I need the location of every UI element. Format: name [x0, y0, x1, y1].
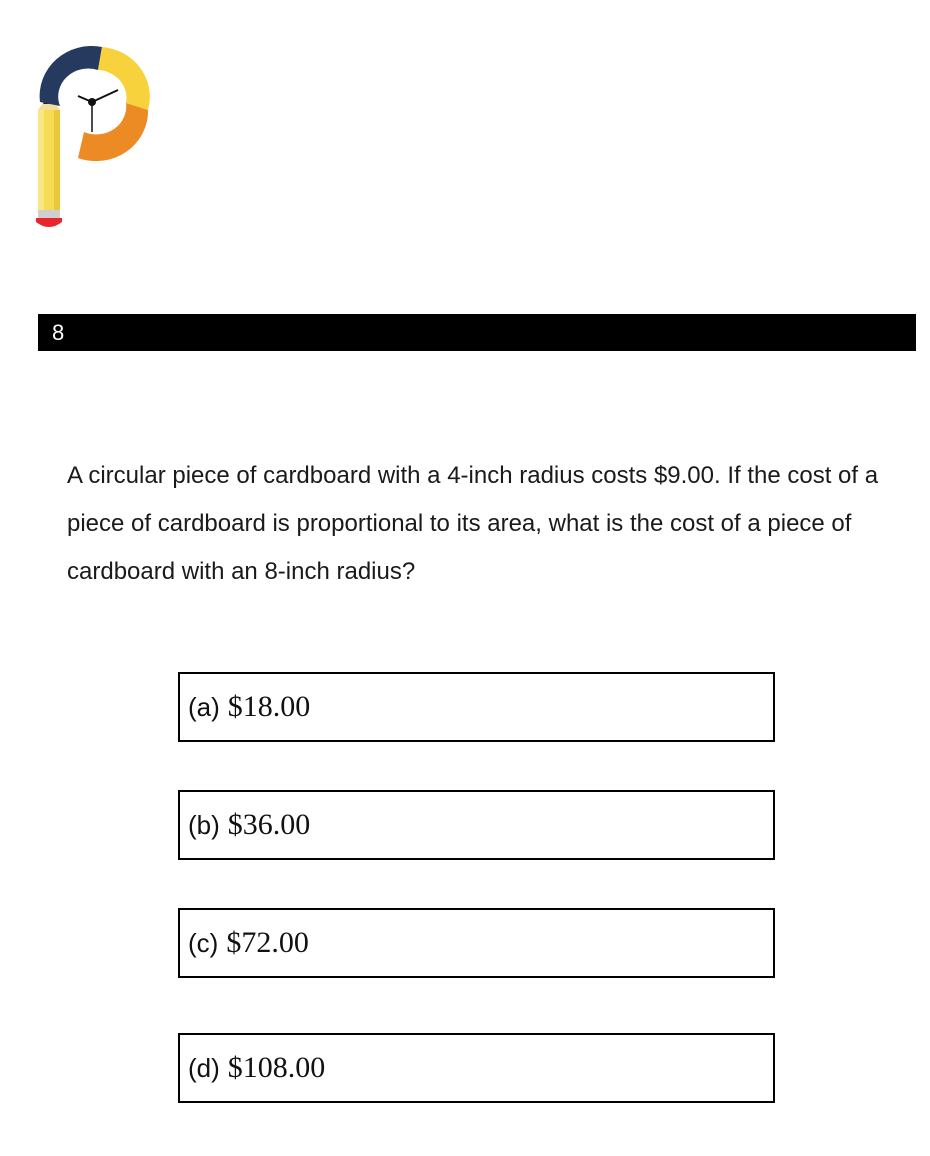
- option-value: $108.00: [227, 1051, 326, 1084]
- pencil-icon: [36, 91, 62, 227]
- option-d[interactable]: [178, 1033, 775, 1103]
- question-number: 8: [52, 320, 65, 345]
- logo: [30, 40, 160, 240]
- question-number-bar: [38, 314, 916, 351]
- option-c[interactable]: [178, 908, 775, 978]
- option-letter: (d): [188, 1053, 220, 1083]
- option-a[interactable]: [178, 672, 775, 742]
- option-value: $36.00: [227, 808, 311, 841]
- option-letter: (a): [188, 692, 220, 722]
- option-value: $72.00: [226, 926, 309, 959]
- option-value: $18.00: [227, 690, 311, 723]
- option-letter: (b): [188, 810, 220, 840]
- option-letter: (c): [188, 928, 219, 958]
- option-b[interactable]: [178, 790, 775, 860]
- question-text: A circular piece of cardboard with a 4-inch radius costs $9.00. If the cost of a piece of cardboard is proportional to its area, what is the cost of a piece of cardboard with an 8-inch radius?: [67, 462, 879, 585]
